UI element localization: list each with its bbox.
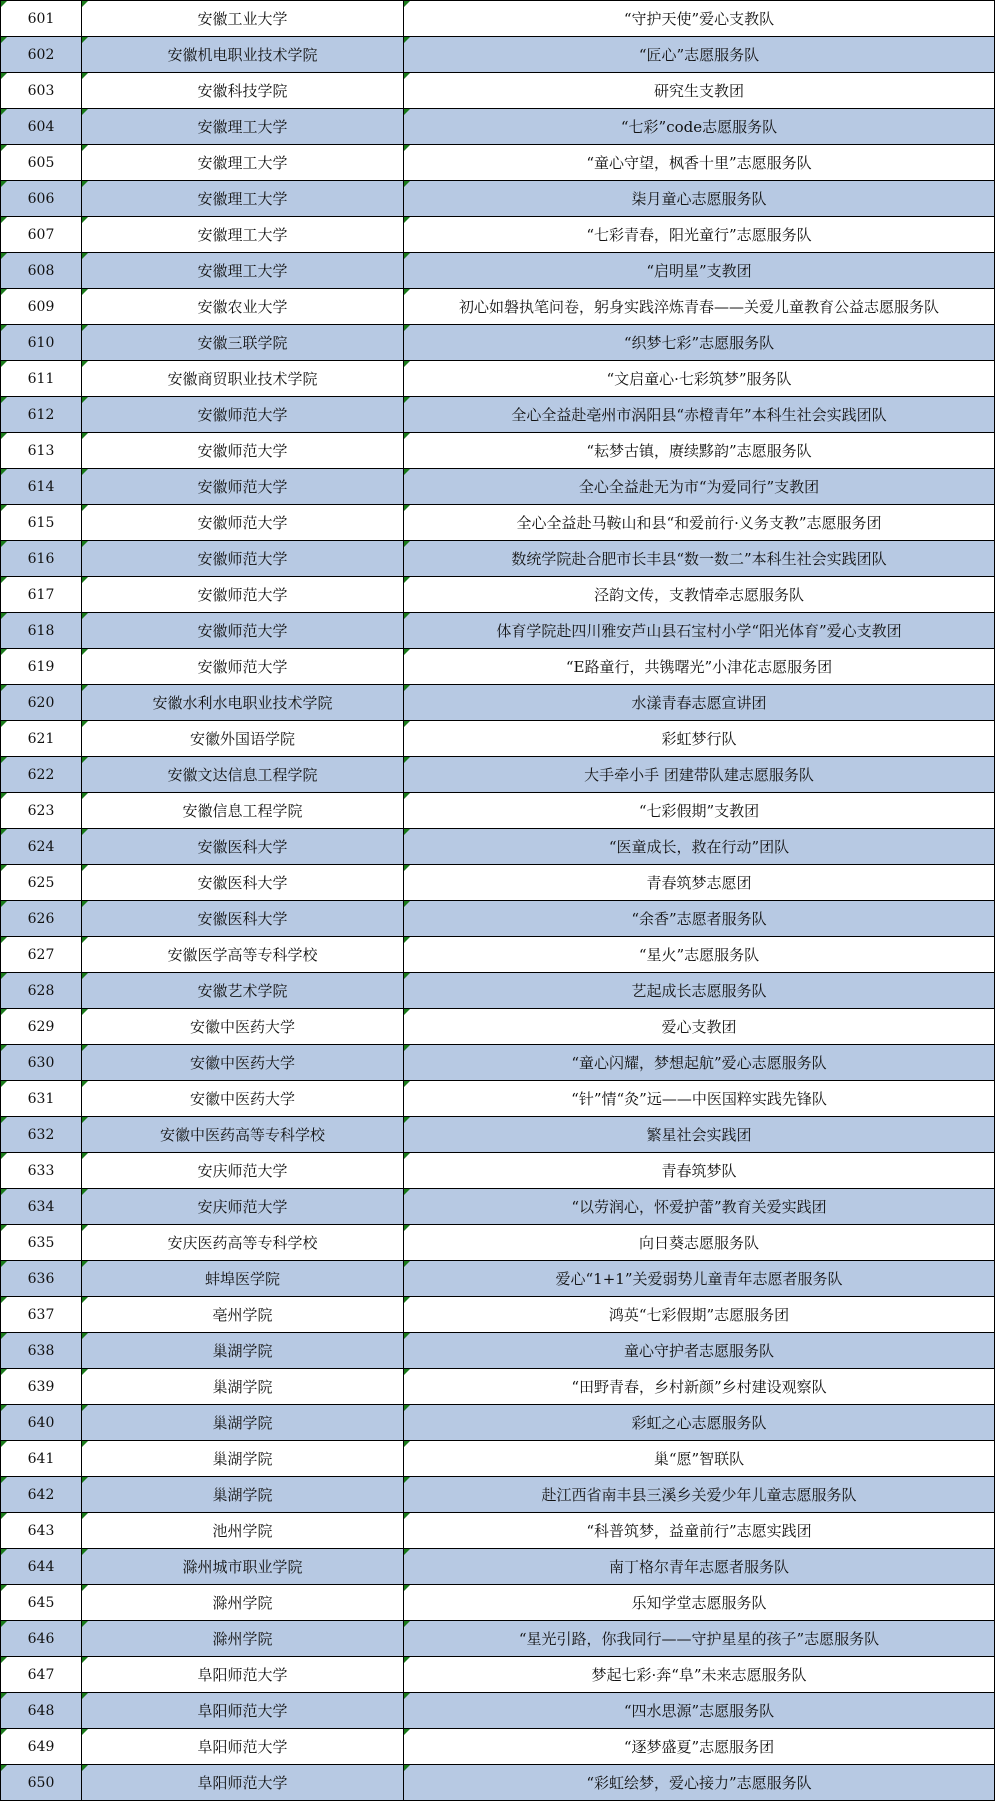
row-number: 625 (1, 865, 82, 901)
table-row (1, 1549, 995, 1585)
school-name: 安徽中医药高等专科学校 (82, 1117, 404, 1153)
table-row (1, 721, 995, 757)
team-name: 数统学院赴合肥市长丰县“数一数二”本科生社会实践团队 (404, 541, 995, 577)
team-name: 青春筑梦队 (404, 1153, 995, 1189)
table-row (1, 1729, 995, 1765)
table-row (1, 253, 995, 289)
school-name: 安庆医药高等专科学校 (82, 1225, 404, 1261)
team-name: “织梦七彩”志愿服务队 (404, 325, 995, 361)
table-row (1, 505, 995, 541)
row-number: 611 (1, 361, 82, 397)
table-row (1, 1441, 995, 1477)
table-row (1, 469, 995, 505)
team-name: 体育学院赴四川雅安芦山县石宝村小学“阳光体育”爱心支教团 (404, 613, 995, 649)
school-name: 巢湖学院 (82, 1441, 404, 1477)
row-number: 641 (1, 1441, 82, 1477)
team-name: “科普筑梦，益童前行”志愿实践团 (404, 1513, 995, 1549)
table-row (1, 1513, 995, 1549)
team-name: 柒月童心志愿服务队 (404, 181, 995, 217)
school-name: 阜阳师范大学 (82, 1657, 404, 1693)
row-number: 618 (1, 613, 82, 649)
row-number: 617 (1, 577, 82, 613)
table-row (1, 757, 995, 793)
school-name: 安徽师范大学 (82, 577, 404, 613)
team-name: “七彩青春，阳光童行”志愿服务队 (404, 217, 995, 253)
team-name: 初心如磐执笔问卷，躬身实践淬炼青春——关爱儿童教育公益志愿服务队 (404, 289, 995, 325)
school-name: 安徽理工大学 (82, 109, 404, 145)
table-row (1, 1261, 995, 1297)
team-name: “医童成长，救在行动”团队 (404, 829, 995, 865)
row-number: 601 (1, 1, 82, 37)
team-name: “星火”志愿服务队 (404, 937, 995, 973)
row-number: 628 (1, 973, 82, 1009)
table-row (1, 1009, 995, 1045)
table-row (1, 1153, 995, 1189)
school-name: 亳州学院 (82, 1297, 404, 1333)
team-name: 爱心支教团 (404, 1009, 995, 1045)
row-number: 621 (1, 721, 82, 757)
school-name: 安徽师范大学 (82, 541, 404, 577)
table-row (1, 325, 995, 361)
school-name: 滁州学院 (82, 1621, 404, 1657)
table-row (1, 109, 995, 145)
table-row (1, 1081, 995, 1117)
team-name: “七彩假期”支教团 (404, 793, 995, 829)
row-number: 639 (1, 1369, 82, 1405)
school-name: 滁州城市职业学院 (82, 1549, 404, 1585)
table-row (1, 289, 995, 325)
school-name: 滁州学院 (82, 1585, 404, 1621)
row-number: 635 (1, 1225, 82, 1261)
row-number: 602 (1, 37, 82, 73)
school-name: 巢湖学院 (82, 1405, 404, 1441)
school-name: 安徽师范大学 (82, 433, 404, 469)
team-name: 童心守护者志愿服务队 (404, 1333, 995, 1369)
team-name: “星光引路，你我同行——守护星星的孩子”志愿服务队 (404, 1621, 995, 1657)
school-name: 安庆师范大学 (82, 1153, 404, 1189)
row-number: 607 (1, 217, 82, 253)
row-number: 627 (1, 937, 82, 973)
table-row (1, 613, 995, 649)
school-name: 安徽理工大学 (82, 145, 404, 181)
row-number: 606 (1, 181, 82, 217)
school-name: 安徽科技学院 (82, 73, 404, 109)
school-name: 安徽医科大学 (82, 865, 404, 901)
table-row (1, 793, 995, 829)
row-number: 629 (1, 1009, 82, 1045)
team-name: 繁星社会实践团 (404, 1117, 995, 1153)
team-name: “匠心”志愿服务队 (404, 37, 995, 73)
table-row (1, 1765, 995, 1801)
school-name: 阜阳师范大学 (82, 1765, 404, 1801)
table-body (1, 1, 995, 1801)
row-number: 644 (1, 1549, 82, 1585)
school-name: 安徽医学高等专科学校 (82, 937, 404, 973)
table-row (1, 361, 995, 397)
team-name: “余香”志愿者服务队 (404, 901, 995, 937)
team-name: 巢“愿”智联队 (404, 1441, 995, 1477)
team-name: 大手牵小手 团建带队建志愿服务队 (404, 757, 995, 793)
table-row (1, 937, 995, 973)
school-name: 安徽师范大学 (82, 649, 404, 685)
school-name: 安徽师范大学 (82, 505, 404, 541)
school-name: 巢湖学院 (82, 1369, 404, 1405)
row-number: 603 (1, 73, 82, 109)
team-name: 全心全益赴亳州市涡阳县“赤橙青年”本科生社会实践团队 (404, 397, 995, 433)
school-name: 安徽师范大学 (82, 613, 404, 649)
team-name: 南丁格尔青年志愿者服务队 (404, 1549, 995, 1585)
school-name: 安徽理工大学 (82, 253, 404, 289)
row-number: 623 (1, 793, 82, 829)
school-name: 安徽师范大学 (82, 469, 404, 505)
team-name: 梦起七彩·奔“阜”未来志愿服务队 (404, 1657, 995, 1693)
team-name: “以劳润心，怀爱护蕾”教育关爱实践团 (404, 1189, 995, 1225)
row-number: 613 (1, 433, 82, 469)
row-number: 626 (1, 901, 82, 937)
table-row (1, 181, 995, 217)
table-row (1, 541, 995, 577)
row-number: 620 (1, 685, 82, 721)
row-number: 638 (1, 1333, 82, 1369)
row-number: 650 (1, 1765, 82, 1801)
row-number: 643 (1, 1513, 82, 1549)
team-name: 彩虹之心志愿服务队 (404, 1405, 995, 1441)
row-number: 636 (1, 1261, 82, 1297)
team-name: “守护天使”爱心支教队 (404, 1, 995, 37)
row-number: 632 (1, 1117, 82, 1153)
school-name: 安徽中医药大学 (82, 1081, 404, 1117)
row-number: 646 (1, 1621, 82, 1657)
table-row (1, 1, 995, 37)
table-row (1, 1621, 995, 1657)
school-name: 安徽信息工程学院 (82, 793, 404, 829)
team-name: “童心守望，枫香十里”志愿服务队 (404, 145, 995, 181)
school-name: 安徽外国语学院 (82, 721, 404, 757)
team-name: 艺起成长志愿服务队 (404, 973, 995, 1009)
row-number: 637 (1, 1297, 82, 1333)
table-row (1, 1657, 995, 1693)
team-name: 水漾青春志愿宣讲团 (404, 685, 995, 721)
team-name: 彩虹梦行队 (404, 721, 995, 757)
team-name: 泾韵文传，支教情牵志愿服务队 (404, 577, 995, 613)
team-name: “彩虹绘梦，爱心接力”志愿服务队 (404, 1765, 995, 1801)
table-row (1, 577, 995, 613)
table-row (1, 829, 995, 865)
school-name: 安徽理工大学 (82, 181, 404, 217)
school-name: 池州学院 (82, 1513, 404, 1549)
table-row (1, 973, 995, 1009)
table-row (1, 37, 995, 73)
row-number: 633 (1, 1153, 82, 1189)
row-number: 640 (1, 1405, 82, 1441)
row-number: 645 (1, 1585, 82, 1621)
table-row (1, 1585, 995, 1621)
school-name: 巢湖学院 (82, 1333, 404, 1369)
table-row (1, 73, 995, 109)
school-name: 阜阳师范大学 (82, 1729, 404, 1765)
table-row (1, 649, 995, 685)
team-name: “七彩”code志愿服务队 (404, 109, 995, 145)
school-name: 安庆师范大学 (82, 1189, 404, 1225)
team-name: “田野青春，乡村新颜”乡村建设观察队 (404, 1369, 995, 1405)
team-name: 乐知学堂志愿服务队 (404, 1585, 995, 1621)
team-name: “四水思源”志愿服务队 (404, 1693, 995, 1729)
team-name: “耘梦古镇，赓续黟韵”志愿服务队 (404, 433, 995, 469)
team-name: “文启童心·七彩筑梦”服务队 (404, 361, 995, 397)
row-number: 624 (1, 829, 82, 865)
row-number: 630 (1, 1045, 82, 1081)
row-number: 642 (1, 1477, 82, 1513)
table-row (1, 1117, 995, 1153)
table-row (1, 217, 995, 253)
school-name: 安徽工业大学 (82, 1, 404, 37)
school-name: 安徽机电职业技术学院 (82, 37, 404, 73)
row-number: 634 (1, 1189, 82, 1225)
school-name: 安徽理工大学 (82, 217, 404, 253)
row-number: 649 (1, 1729, 82, 1765)
table-row (1, 1333, 995, 1369)
team-name: 鸿英“七彩假期”志愿服务团 (404, 1297, 995, 1333)
school-name: 安徽农业大学 (82, 289, 404, 325)
team-name: 向日葵志愿服务队 (404, 1225, 995, 1261)
school-name: 安徽三联学院 (82, 325, 404, 361)
school-name: 安徽中医药大学 (82, 1009, 404, 1045)
table-row (1, 1405, 995, 1441)
table-row (1, 1369, 995, 1405)
team-name: 赴江西省南丰县三溪乡关爱少年儿童志愿服务队 (404, 1477, 995, 1513)
table-row (1, 1225, 995, 1261)
school-name: 蚌埠医学院 (82, 1261, 404, 1297)
team-name: 青春筑梦志愿团 (404, 865, 995, 901)
row-number: 648 (1, 1693, 82, 1729)
school-name: 安徽水利水电职业技术学院 (82, 685, 404, 721)
row-number: 631 (1, 1081, 82, 1117)
row-number: 614 (1, 469, 82, 505)
table-row (1, 901, 995, 937)
table-row (1, 1297, 995, 1333)
row-number: 616 (1, 541, 82, 577)
row-number: 615 (1, 505, 82, 541)
table-row (1, 1477, 995, 1513)
row-number: 619 (1, 649, 82, 685)
school-name: 安徽文达信息工程学院 (82, 757, 404, 793)
school-name: 安徽艺术学院 (82, 973, 404, 1009)
row-number: 608 (1, 253, 82, 289)
school-name: 安徽医科大学 (82, 829, 404, 865)
table-row (1, 865, 995, 901)
team-name: 全心全益赴马鞍山和县“和爱前行·义务支教”志愿服务团 (404, 505, 995, 541)
row-number: 604 (1, 109, 82, 145)
table-row (1, 433, 995, 469)
school-name: 阜阳师范大学 (82, 1693, 404, 1729)
team-name: “逐梦盛夏”志愿服务团 (404, 1729, 995, 1765)
table-row (1, 1189, 995, 1225)
school-name: 安徽医科大学 (82, 901, 404, 937)
table-row (1, 685, 995, 721)
team-name: 全心全益赴无为市“为爱同行”支教团 (404, 469, 995, 505)
school-name: 安徽中医药大学 (82, 1045, 404, 1081)
row-number: 612 (1, 397, 82, 433)
row-number: 605 (1, 145, 82, 181)
table-row (1, 1693, 995, 1729)
team-name: “针”情“灸”远——中医国粹实践先锋队 (404, 1081, 995, 1117)
school-name: 巢湖学院 (82, 1477, 404, 1513)
team-name: “E路童行，共镌曙光”小津花志愿服务团 (404, 649, 995, 685)
row-number: 610 (1, 325, 82, 361)
table-row (1, 145, 995, 181)
row-number: 609 (1, 289, 82, 325)
row-number: 647 (1, 1657, 82, 1693)
school-name: 安徽师范大学 (82, 397, 404, 433)
team-name: 爱心“1+1”关爱弱势儿童青年志愿者服务队 (404, 1261, 995, 1297)
team-name: “启明星”支教团 (404, 253, 995, 289)
row-number: 622 (1, 757, 82, 793)
team-name: 研究生支教团 (404, 73, 995, 109)
table-row (1, 397, 995, 433)
team-name: “童心闪耀，梦想起航”爱心志愿服务队 (404, 1045, 995, 1081)
school-name: 安徽商贸职业技术学院 (82, 361, 404, 397)
table-row (1, 1045, 995, 1081)
